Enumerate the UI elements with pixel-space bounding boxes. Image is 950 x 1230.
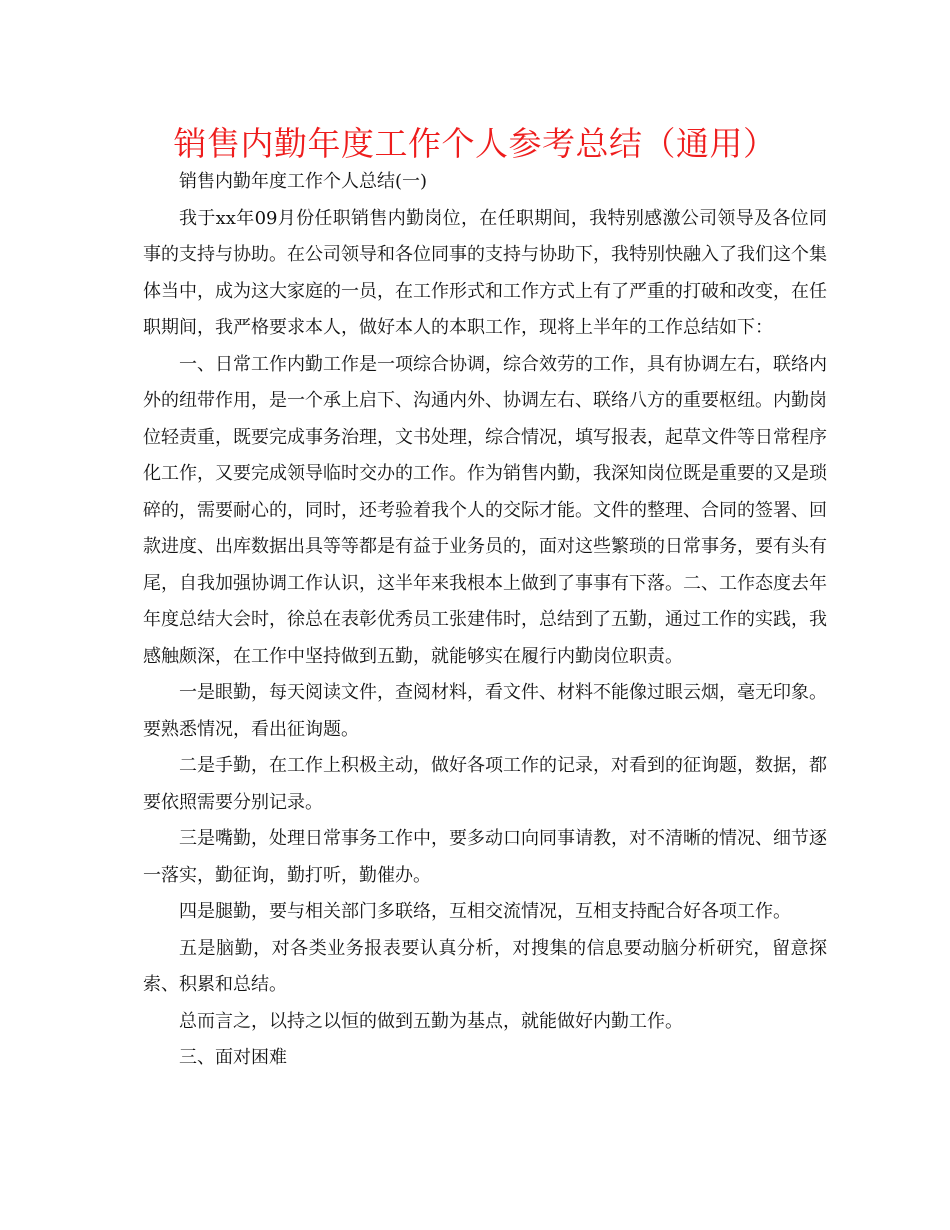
eye-diligence-paragraph: 一是眼勤，每天阅读文件，查阅材料，看文件、材料不能像过眼云烟，毫无印象。要熟悉情况，看出征询题。 [143, 682, 827, 740]
intro-paragraph: 我于xx年09月份任职销售内勤岗位，在任职期间，我特别感激公司领导及各位同事的支持与协助。在公司领导和各位同事的支持与协助下，我特别快融入了我们这个集体当中，成为这大家庭的一员，在工作形式和工作方式上有了严重的打破和改变，在任职期间，我严格要求本人，做好本人的本职工作，现将上半年的工作总结如下： [143, 207, 827, 338]
summary-paragraph: 总而言之，以持之以恒的做到五勤为基点，就能做好内勤工作。 [179, 1010, 683, 1032]
subtitle-paragraph: 销售内勤年度工作个人总结(一) [179, 171, 428, 192]
document-title: 销售内勤年度工作个人参考总结（通用） [173, 124, 777, 163]
mouth-diligence-paragraph: 三是嘴勤，处理日常事务工作中，要多动口向同事请教，对不清晰的情况、细节逐一落实，勤征询，勤打听，勤催办。 [143, 828, 827, 886]
document-body [143, 164, 827, 1077]
leg-diligence-paragraph: 四是腿勤，要与相关部门多联络，互相交流情况，互相支持配合好各项工作。 [179, 901, 791, 922]
brain-diligence-paragraph: 五是脑勤，对各类业务报表要认真分析，对搜集的信息要动脑分析研究，留意探索、积累和总结。 [143, 937, 827, 995]
hand-diligence-paragraph: 二是手勤，在工作上积极主动，做好各项工作的记录，对看到的征询题，数据，都要依照需要分别记录。 [143, 755, 827, 813]
section-three-heading: 三、面对困难 [179, 1047, 287, 1068]
section-one-paragraph: 一、日常工作内勤工作是一项综合协调，综合效劳的工作，具有协调左右，联络内外的纽带作用，是一个承上启下、沟通内外、协调左右、联络八方的重要枢纽。内勤岗位轻责重，既要完成事务治理，文书处理，综合情况，填写报表，起草文件等日常程序化工作，又要完成领导临时交办的工作。作为销售内勤，我深知岗位既是重要的又是琐碎的，需要耐心的，同时，还考验着我个人的交际才能。文件的整理、合同的签署、回款进度、出库数据出具等等都是有益于业务员的，面对这些繁琐的日常事务，要有头有尾，自我加强协调工作认识，这半年来我根本上做到了事事有下落。二、工作态度去年年度总结大会时，徐总在表彰优秀员工张建伟时，总结到了五勤，通过工作的实践，我感触颇深，在工作中坚持做到五勤，就能够实在履行内勤岗位职责。 [143, 353, 827, 667]
